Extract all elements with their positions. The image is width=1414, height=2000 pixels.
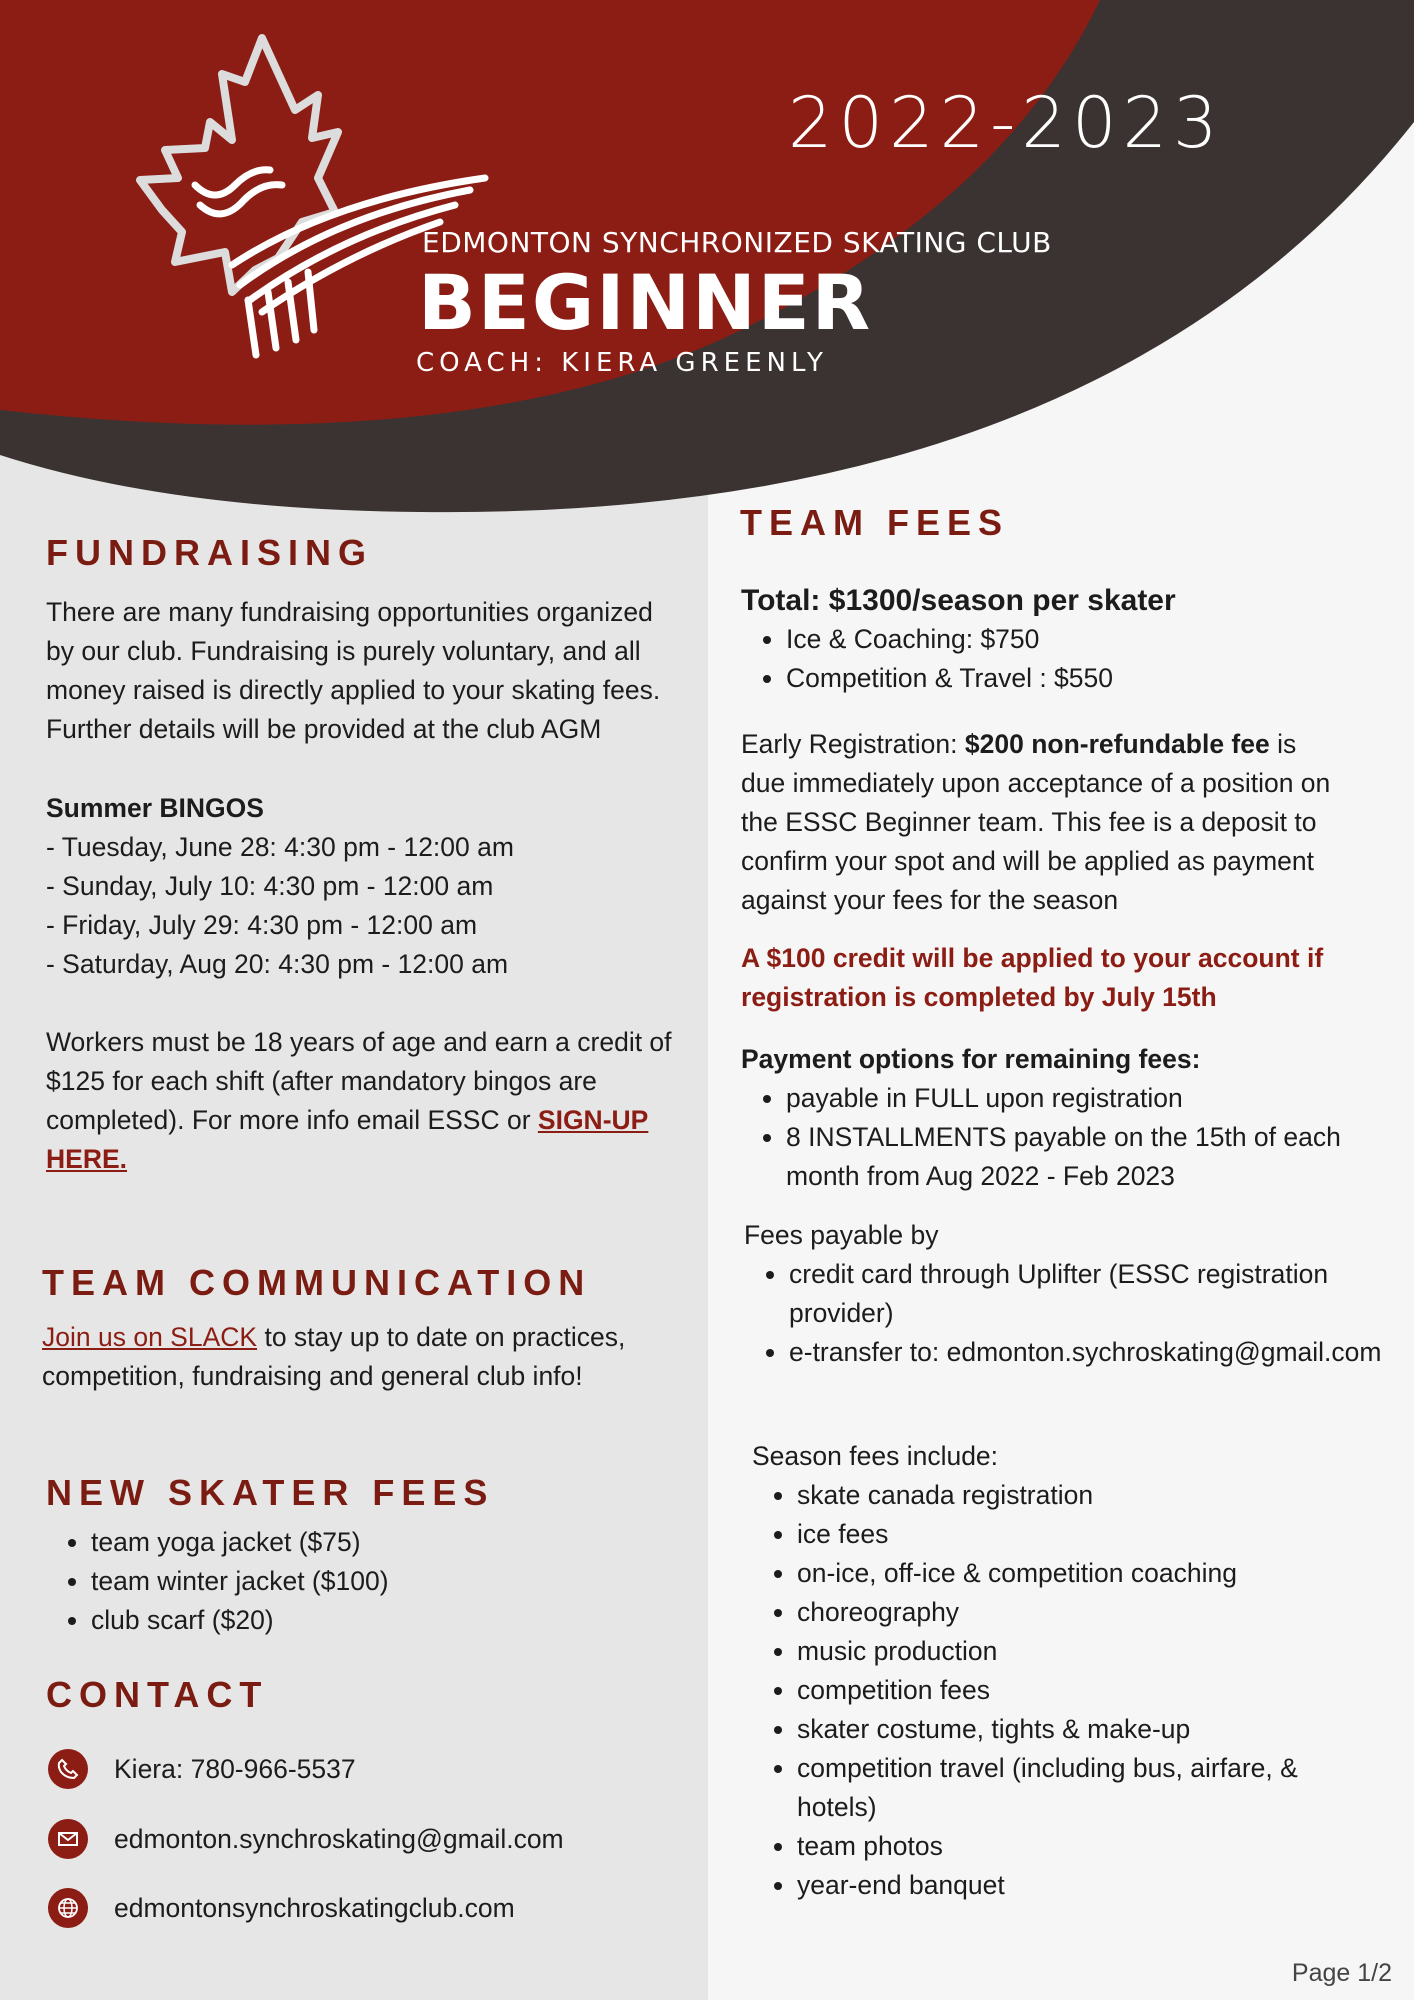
club-name: EDMONTON SYNCHRONIZED SKATING CLUB xyxy=(422,226,1052,259)
list-item: • skate canada registration xyxy=(797,1476,1352,1515)
bingo-date: - Friday, July 29: 4:30 pm - 12:00 am xyxy=(46,910,478,940)
bingo-date: - Sunday, July 10: 4:30 pm - 12:00 am xyxy=(46,871,494,901)
list-item: • e-transfer to: edmonton.sychroskating@gmail.com xyxy=(789,1333,1384,1372)
list-item: • team photos xyxy=(797,1827,1352,1866)
list-item: • club scarf ($20) xyxy=(91,1601,686,1640)
contact-email[interactable] xyxy=(48,1819,564,1859)
early-rest: is due immediately upon acceptance of a position on the ESSC Beginner team. This fee is a deposit to confirm your spot and will be applied as payment against your fees for the season xyxy=(741,729,1331,915)
fees-payable-by xyxy=(744,1216,1384,1372)
fees-breakdown xyxy=(741,620,1381,698)
list-item: • year-end banquet xyxy=(797,1866,1352,1905)
early-prefix: Early Registration: xyxy=(741,729,958,759)
list-item: • credit card through Uplifter (ESSC registration provider) xyxy=(789,1255,1384,1333)
list-item: • 8 INSTALLMENTS payable on the 15th of each month from Aug 2022 - Feb 2023 xyxy=(786,1118,1381,1196)
email-text: edmonton.synchroskating@gmail.com xyxy=(114,1823,564,1854)
website-text: edmontonsynchroskatingclub.com xyxy=(114,1892,515,1923)
list-item: • Ice & Coaching: $750 xyxy=(786,620,1381,659)
early-registration xyxy=(741,725,1341,920)
list-item: • team yoga jacket ($75) xyxy=(91,1523,686,1562)
team-name: BEGINNER xyxy=(418,258,873,347)
contact-website[interactable] xyxy=(48,1888,515,1928)
summer-bingos xyxy=(46,789,686,984)
new-skater-fees-list xyxy=(46,1523,686,1640)
list-item: • on-ice, off-ice & competition coaching xyxy=(797,1554,1352,1593)
fundraising-heading: FUNDRAISING xyxy=(46,532,373,573)
coach-name: COACH: KIERA GREENLY xyxy=(416,348,828,378)
list-item: • choreography xyxy=(797,1593,1352,1632)
payment-title: Payment options for remaining fees: xyxy=(741,1044,1201,1074)
workers-text: Workers must be 18 years of age and earn a credit of $125 for each shift (after mandatory bingos are completed). For more info email ESSC or xyxy=(46,1027,672,1135)
contact-heading: CONTACT xyxy=(46,1674,269,1715)
mail-icon xyxy=(48,1819,88,1859)
phone-icon xyxy=(48,1749,88,1789)
list-item: • skater costume, tights & make-up xyxy=(797,1710,1352,1749)
workers-info xyxy=(46,1023,686,1179)
slack-link[interactable]: Join us on SLACK xyxy=(42,1322,258,1352)
list-item: • competition fees xyxy=(797,1671,1352,1710)
team-fees-total: Total: $1300/season per skater xyxy=(741,584,1176,617)
list-item: • team winter jacket ($100) xyxy=(91,1562,686,1601)
phone-text: Kiera: 780-966-5537 xyxy=(114,1753,356,1784)
list-item: • music production xyxy=(797,1632,1352,1671)
bingos-title: Summer BINGOS xyxy=(46,793,264,823)
early-fee: $200 non-refundable fee xyxy=(964,729,1270,759)
list-item: • competition travel (including bus, airfare, & hotels) xyxy=(797,1749,1352,1827)
includes-title: Season fees include: xyxy=(752,1441,999,1471)
bingo-date: - Tuesday, June 28: 4:30 pm - 12:00 am xyxy=(46,832,514,862)
list-item: • payable in FULL upon registration xyxy=(786,1079,1381,1118)
payment-options xyxy=(741,1040,1381,1196)
credit-notice: A $100 credit will be applied to your account if registration is completed by July 15th xyxy=(741,943,1324,1012)
contact-phone[interactable] xyxy=(48,1749,356,1789)
bingo-date: - Saturday, Aug 20: 4:30 pm - 12:00 am xyxy=(46,949,509,979)
page-number: Page 1/2 xyxy=(1291,1959,1392,1987)
list-item: • Competition & Travel : $550 xyxy=(786,659,1381,698)
globe-icon xyxy=(48,1888,88,1928)
team-communication-heading: TEAM COMMUNICATION xyxy=(42,1262,592,1303)
team-fees-heading: TEAM FEES xyxy=(740,502,1010,543)
new-skater-fees-heading: NEW SKATER FEES xyxy=(46,1472,495,1513)
list-item: • ice fees xyxy=(797,1515,1352,1554)
payable-title: Fees payable by xyxy=(744,1220,939,1250)
fundraising-intro: There are many fundraising opportunities organized by our club. Fundraising is purely voluntary, and all money raised is directly applied to your skating fees. Further details will be provided at the club AGM xyxy=(46,597,661,744)
slack-text: to stay up to date on practices, competition, fundraising and general club info! xyxy=(42,1322,626,1391)
season-year: 2022-2023 xyxy=(788,82,1224,164)
season-fees-include xyxy=(752,1437,1352,1905)
signup-link[interactable]: SIGN-UP HERE. xyxy=(46,1105,649,1174)
team-communication-text xyxy=(42,1318,672,1396)
